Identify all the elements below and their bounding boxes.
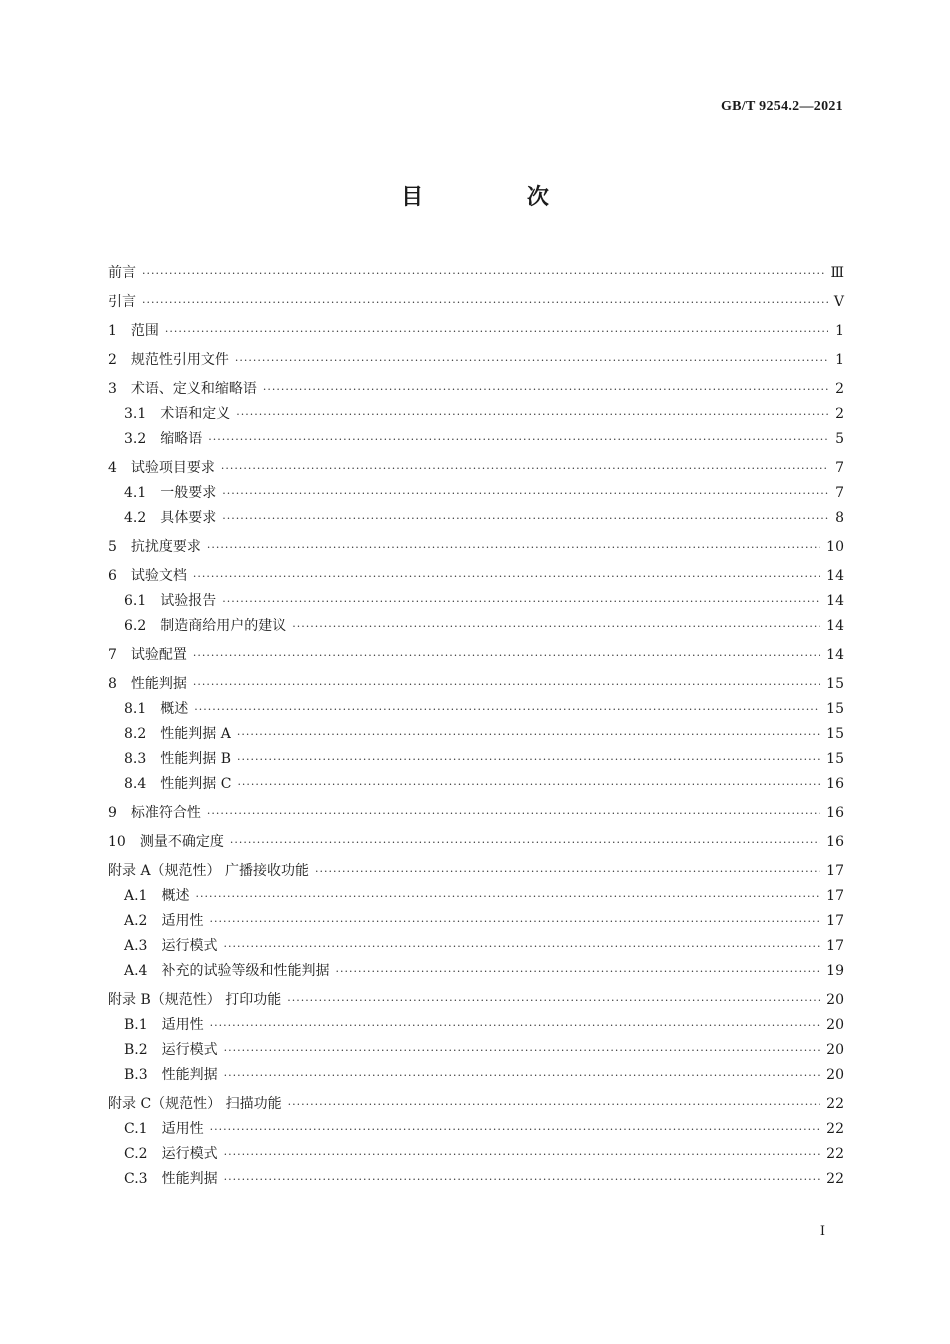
toc-leader-dots <box>207 535 820 560</box>
toc-entry-title: 适用性 <box>161 913 204 929</box>
toc-leader-dots <box>222 506 828 531</box>
toc-entry[interactable] <box>108 643 844 668</box>
toc-entry-title: 一般要求 <box>160 485 217 501</box>
toc-entry-page: 15 <box>826 676 844 692</box>
page-number: I <box>819 1224 825 1239</box>
toc-leader-dots <box>224 1142 821 1167</box>
toc-entry-title: 附录 A（规范性） 广播接收功能 <box>108 863 310 879</box>
toc-entry[interactable] <box>108 722 844 747</box>
toc-entry-page: 8 <box>835 510 844 526</box>
toc-entry-title: 概述 <box>160 701 189 717</box>
toc-entry[interactable] <box>108 1038 844 1063</box>
toc-entry-title: 术语和定义 <box>160 406 231 422</box>
toc-entry-page: 15 <box>826 751 844 767</box>
toc-entry-number: 8.4 <box>124 776 147 792</box>
toc-entry-title: 运行模式 <box>161 1042 218 1058</box>
toc-entry[interactable] <box>108 1142 844 1167</box>
toc-entry-page: 10 <box>826 539 844 555</box>
toc-entry[interactable] <box>108 402 844 427</box>
toc-entry-title: 试验配置 <box>130 647 187 663</box>
toc-leader-dots <box>222 589 820 614</box>
toc-entry-title: 补充的试验等级和性能判据 <box>161 963 330 979</box>
toc-entry[interactable] <box>108 772 844 797</box>
toc-title: 目 次 <box>401 184 597 210</box>
toc-entry-title: 附录 C（规范性） 扫描功能 <box>108 1096 282 1112</box>
toc-leader-dots <box>263 377 828 402</box>
toc-entry-page: 1 <box>835 323 844 339</box>
toc-entry[interactable] <box>108 348 844 373</box>
toc-entry-page: 22 <box>826 1171 844 1187</box>
toc-entry-number: 6.2 <box>124 618 147 634</box>
toc-entry-number: B.3 <box>124 1067 148 1083</box>
toc-entry-number: A.4 <box>124 963 148 979</box>
toc-leader-dots <box>195 884 820 909</box>
toc-leader-dots <box>222 481 828 506</box>
toc-entry-page: Ⅴ <box>833 294 844 310</box>
toc-entry[interactable] <box>108 697 844 722</box>
toc-entry[interactable] <box>108 377 844 402</box>
toc-entry[interactable] <box>108 1092 844 1117</box>
toc-leader-dots <box>235 348 828 373</box>
toc-entry[interactable] <box>108 830 844 855</box>
toc-leader-dots <box>315 859 820 884</box>
toc-entry-number: 6.1 <box>124 593 147 609</box>
toc-entry-number: A.3 <box>124 938 148 954</box>
toc-leader-dots <box>288 1092 821 1117</box>
toc-leader-dots <box>193 672 820 697</box>
toc-entry-number: 5 <box>108 539 117 555</box>
toc-entry-page: 20 <box>826 992 844 1008</box>
toc-entry-number: A.1 <box>124 888 148 904</box>
toc-entry-page: 14 <box>826 647 844 663</box>
toc-entry-title: 缩略语 <box>160 431 203 447</box>
toc-entry-number: C.2 <box>124 1146 148 1162</box>
toc-entry-title: 制造商给用户的建议 <box>160 618 287 634</box>
toc-entry-title: 性能判据 B <box>160 751 232 767</box>
toc-leader-dots <box>224 1038 821 1063</box>
toc-entry-title: 试验文档 <box>130 568 187 584</box>
toc-entry-page: 20 <box>826 1017 844 1033</box>
toc-entry-title: 测量不确定度 <box>139 834 224 850</box>
toc-entry-page: 16 <box>826 776 844 792</box>
toc-entry-title: 性能判据 <box>161 1067 218 1083</box>
toc-entry[interactable] <box>108 884 844 909</box>
toc-entry-title: 标准符合性 <box>130 805 201 821</box>
toc-entry-number: 3.2 <box>124 431 147 447</box>
toc-entry-number: 8.2 <box>124 726 147 742</box>
toc-entry-number: 9 <box>108 805 117 821</box>
toc-entry[interactable] <box>108 1167 844 1192</box>
toc-entry-title: 试验项目要求 <box>130 460 215 476</box>
toc-entry[interactable] <box>108 456 844 481</box>
toc-leader-dots <box>142 261 824 286</box>
toc-entry[interactable] <box>108 672 844 697</box>
toc-entry-page: 22 <box>826 1096 844 1112</box>
toc-entry-page: 14 <box>826 568 844 584</box>
toc-entry[interactable] <box>108 481 844 506</box>
toc-leader-dots <box>207 801 820 826</box>
toc-entry-title: 范围 <box>130 323 159 339</box>
toc-entry-page: 15 <box>826 701 844 717</box>
toc-entry[interactable] <box>108 290 844 315</box>
toc-leader-dots <box>208 427 828 452</box>
toc-entry[interactable] <box>108 1013 844 1038</box>
toc-entry-title: 抗扰度要求 <box>130 539 201 555</box>
toc-leader-dots <box>335 959 820 984</box>
toc-entry-title: 规范性引用文件 <box>130 352 229 368</box>
toc-entry-number: B.2 <box>124 1042 148 1058</box>
toc-leader-dots <box>237 747 820 772</box>
toc-leader-dots <box>165 319 828 344</box>
toc-entry-number: 4.1 <box>124 485 147 501</box>
toc-entry-number: 7 <box>108 647 117 663</box>
table-of-contents <box>108 257 844 1192</box>
toc-leader-dots <box>193 564 820 589</box>
toc-entry-number: 4.2 <box>124 510 147 526</box>
toc-entry-number: B.1 <box>124 1017 148 1033</box>
toc-entry-title: 试验报告 <box>160 593 217 609</box>
toc-entry[interactable] <box>108 934 844 959</box>
toc-leader-dots <box>210 1117 821 1142</box>
toc-entry-number: 3.1 <box>124 406 147 422</box>
toc-entry[interactable] <box>108 535 844 560</box>
toc-leader-dots <box>224 1063 821 1088</box>
toc-entry[interactable] <box>108 319 844 344</box>
toc-entry[interactable] <box>108 747 844 772</box>
toc-entry[interactable] <box>108 959 844 984</box>
toc-entry-page: 5 <box>835 431 844 447</box>
toc-leader-dots <box>237 772 820 797</box>
toc-leader-dots <box>210 1013 821 1038</box>
toc-entry[interactable] <box>108 1063 844 1088</box>
toc-entry-number: 8.1 <box>124 701 147 717</box>
toc-entry[interactable] <box>108 988 844 1013</box>
toc-entry-number: C.3 <box>124 1171 148 1187</box>
toc-entry[interactable] <box>108 801 844 826</box>
toc-leader-dots <box>193 643 820 668</box>
toc-entry-page: 17 <box>826 913 844 929</box>
toc-entry-page: 17 <box>826 863 844 879</box>
toc-entry-page: Ⅲ <box>830 265 844 281</box>
toc-leader-dots <box>292 614 820 639</box>
toc-entry-page: 2 <box>835 406 844 422</box>
toc-leader-dots <box>221 456 828 481</box>
toc-entry[interactable] <box>108 909 844 934</box>
toc-entry[interactable] <box>108 589 844 614</box>
toc-entry-number: 6 <box>108 568 117 584</box>
toc-entry[interactable] <box>108 859 844 884</box>
toc-entry-title: 运行模式 <box>161 1146 218 1162</box>
toc-entry-number: 10 <box>108 834 126 850</box>
toc-entry-number: A.2 <box>124 913 148 929</box>
toc-entry-page: 20 <box>826 1067 844 1083</box>
toc-entry[interactable] <box>108 261 844 286</box>
toc-entry-title: 具体要求 <box>160 510 217 526</box>
toc-entry-number: C.1 <box>124 1121 148 1137</box>
toc-leader-dots <box>236 402 828 427</box>
toc-entry-page: 15 <box>826 726 844 742</box>
toc-entry-page: 22 <box>826 1146 844 1162</box>
toc-entry-title: 适用性 <box>161 1017 204 1033</box>
toc-entry[interactable] <box>108 1117 844 1142</box>
toc-entry[interactable] <box>108 614 844 639</box>
toc-entry-title: 性能判据 <box>130 676 187 692</box>
standard-code: GB/T 9254.2—2021 <box>720 99 843 114</box>
toc-entry-title: 运行模式 <box>161 938 218 954</box>
toc-entry-page: 22 <box>826 1121 844 1137</box>
toc-leader-dots <box>142 290 828 315</box>
toc-entry-page: 7 <box>835 460 844 476</box>
toc-leader-dots <box>230 830 820 855</box>
toc-entry-page: 16 <box>826 805 844 821</box>
toc-entry[interactable] <box>108 427 844 452</box>
toc-entry-title: 前言 <box>108 265 136 281</box>
toc-entry-page: 20 <box>826 1042 844 1058</box>
toc-entry-number: 2 <box>108 352 117 368</box>
toc-entry[interactable] <box>108 564 844 589</box>
toc-entry-page: 2 <box>835 381 844 397</box>
toc-entry-title: 术语、定义和缩略语 <box>130 381 257 397</box>
toc-entry-number: 8 <box>108 676 117 692</box>
toc-entry-page: 1 <box>835 352 844 368</box>
toc-entry-page: 14 <box>826 618 844 634</box>
toc-entry-number: 4 <box>108 460 117 476</box>
toc-entry-title: 附录 B（规范性） 打印功能 <box>108 992 282 1008</box>
toc-entry-title: 性能判据 A <box>160 726 231 742</box>
toc-leader-dots <box>209 909 820 934</box>
toc-entry-page: 16 <box>826 834 844 850</box>
toc-entry[interactable] <box>108 506 844 531</box>
toc-leader-dots <box>224 1167 821 1192</box>
toc-entry-page: 19 <box>826 963 844 979</box>
toc-entry-title: 性能判据 <box>161 1171 218 1187</box>
toc-entry-page: 14 <box>826 593 844 609</box>
toc-leader-dots <box>237 722 820 747</box>
toc-entry-page: 7 <box>835 485 844 501</box>
toc-leader-dots <box>223 934 820 959</box>
toc-entry-number: 3 <box>108 381 117 397</box>
toc-entry-number: 1 <box>108 323 117 339</box>
toc-entry-title: 引言 <box>108 294 136 310</box>
toc-entry-page: 17 <box>826 938 844 954</box>
toc-leader-dots <box>194 697 820 722</box>
toc-entry-title: 概述 <box>161 888 190 904</box>
toc-entry-number: 8.3 <box>124 751 147 767</box>
toc-entry-title: 适用性 <box>161 1121 204 1137</box>
toc-leader-dots <box>287 988 820 1013</box>
toc-entry-title: 性能判据 C <box>160 776 232 792</box>
toc-entry-page: 17 <box>826 888 844 904</box>
